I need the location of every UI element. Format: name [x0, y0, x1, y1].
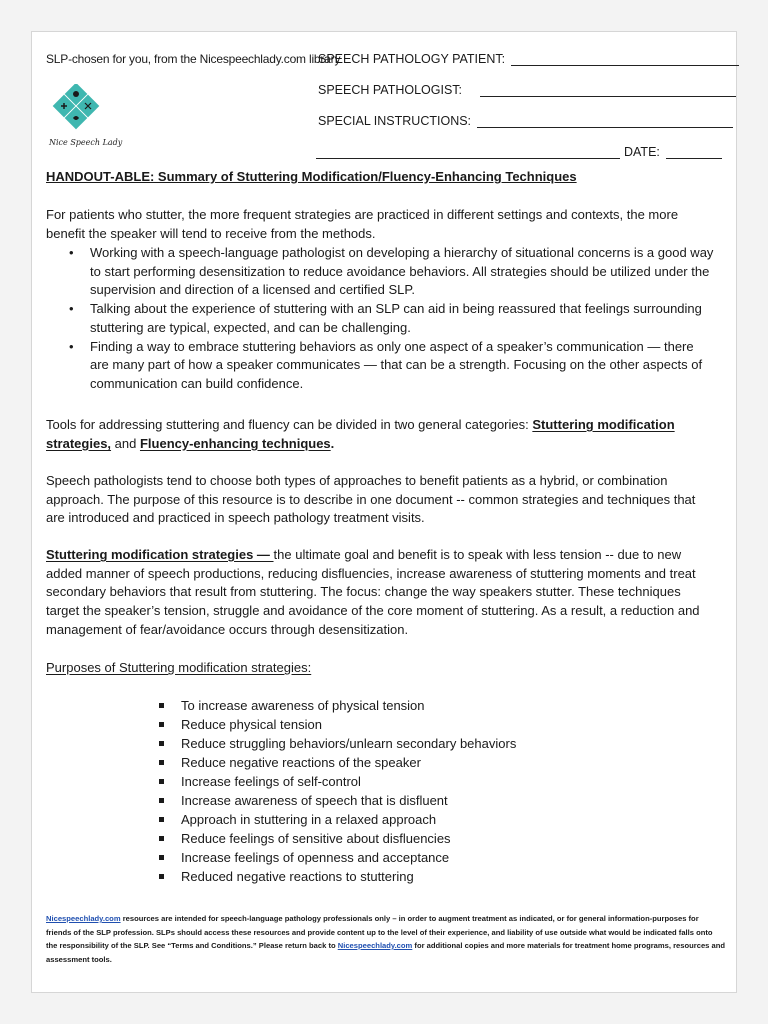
- experience-bullet-list: [46, 244, 716, 394]
- square-bullet-icon: [159, 703, 164, 708]
- square-bullet-icon: [159, 817, 164, 822]
- bullet-icon: •: [69, 301, 74, 317]
- disclaimer-footer: Nicespeechlady.com resources are intended for speech-language pathology professionals only – in order to augment treatment as indicated, or for general information-purposes for friends of the SLP profession. SLPs should access these resources and provide content up to the level of their experience, and liability of use outside what would be indicated falls onto the responsibility of the SLP. See “Terms and Conditions.” Please return back to Nicespeechlady.com for additional copies and more materials for treatment home programs, resources and assessment tools.: [46, 914, 726, 964]
- date-label: DATE:: [624, 145, 660, 159]
- patient-line[interactable]: [511, 53, 739, 66]
- instructions-field: [318, 114, 733, 128]
- square-bullet-icon: [159, 874, 164, 879]
- list-item: • Finding a way to embrace stuttering behaviors as only one aspect of a speaker’s communication — there are many part of how a speaker communicates — that can be a strength. Focusing on the other aspects of communication can build confidence.: [69, 338, 703, 391]
- pathologist-label: SPEECH PATHOLOGIST:: [318, 83, 463, 97]
- category-fluency-enhancing: Fluency-enhancing techniques: [139, 435, 331, 451]
- square-bullet-icon: [159, 855, 164, 860]
- logo-caption: Nice Speech Lady: [49, 138, 123, 147]
- square-bullet-icon: [159, 779, 164, 784]
- date-line[interactable]: [666, 146, 722, 159]
- list-item: Increase feelings of openness and acceptance: [159, 848, 679, 867]
- list-item: To increase awareness of physical tension: [159, 696, 679, 715]
- list-item: • Talking about the experience of stuttering with an SLP can aid in being reassured that feelings surrounding stuttering are typical, expected, and can be challenging.: [69, 301, 702, 335]
- list-item: Reduce struggling behaviors/unlearn secondary behaviors: [159, 734, 679, 753]
- list-item: Reduced negative reactions to stuttering: [159, 867, 679, 886]
- nicespeechlady-return-link[interactable]: Nicespeechlady.com: [337, 941, 413, 950]
- patient-field: [318, 52, 739, 66]
- square-bullet-icon: [159, 760, 164, 765]
- stuttering-modification-paragraph: Stuttering modification strategies — the ultimate goal and benefit is to speak with less tension -- due to new added manner of speech productions, reducing disfluencies, increase awareness of stuttering moments and treat secondary behaviors that result from stuttering. The focus: change the way speakers stutter. These techniques target the speaker’s tension, struggle and avoidance of the core moment of stuttering. As a result, a reduction and management of fear/avoidance occurs through desensitization.: [46, 547, 700, 637]
- stuttering-modification-heading: Stuttering modification strategies —: [46, 547, 274, 562]
- pathologist-line[interactable]: [480, 84, 736, 97]
- handout-page: [31, 31, 737, 993]
- square-bullet-icon: [159, 836, 164, 841]
- bullet-icon: •: [69, 245, 74, 260]
- square-bullet-icon: [159, 741, 164, 746]
- instructions-label: SPECIAL INSTRUCTIONS:: [318, 114, 472, 128]
- list-item: Increase awareness of speech that is disfluent: [159, 791, 679, 810]
- purposes-list: [159, 696, 679, 886]
- list-item: Reduce negative reactions of the speaker: [159, 753, 679, 772]
- intro-paragraph: For patients who stutter, the more frequent strategies are practiced in different settings and contexts, the more benefit the speaker will tend to receive from the methods.: [46, 207, 679, 241]
- category-stuttering-modification: Stuttering modification strategies,: [46, 417, 675, 451]
- list-item: Approach in stuttering in a relaxed approach: [159, 810, 679, 829]
- square-bullet-icon: [159, 722, 164, 727]
- list-item: Reduce feelings of sensitive about disfluencies: [159, 829, 679, 848]
- library-source-note: SLP-chosen for you, from the Nicespeechlady.com library: [46, 52, 341, 66]
- handout-title: HANDOUT-ABLE: Summary of Stuttering Modification/Fluency-Enhancing Techniques: [46, 169, 577, 184]
- square-bullet-icon: [159, 798, 164, 803]
- signature-line[interactable]: [316, 146, 620, 159]
- list-item: Increase feelings of self-control: [159, 772, 679, 791]
- purposes-heading: Purposes of Stuttering modification strategies:: [46, 660, 312, 675]
- list-item: • Working with a speech-language pathologist on developing a hierarchy of situational concerns is a good way to start performing desensitization to reduce avoidance behaviors. All strategies should be utilized under the supervision and direction of a licensed and certified SLP.: [69, 245, 714, 298]
- tools-paragraph: Tools for addressing stuttering and fluency can be divided in two general categories: Stuttering modification strategies, and Fluency-enhancing techniques.: [46, 417, 675, 451]
- patient-label: SPEECH PATHOLOGY PATIENT:: [318, 52, 506, 66]
- nicespeechlady-link[interactable]: Nicespeechlady.com: [46, 914, 121, 923]
- instructions-line[interactable]: [477, 115, 733, 128]
- hybrid-paragraph: Speech pathologists tend to choose both types of approaches to benefit patients as a hybrid, or combination approach. The purpose of this resource is to describe in one document -- common strategies and techniques that are introduced and practiced in speech pathology treatment visits.: [46, 473, 696, 526]
- list-item: Reduce physical tension: [159, 715, 679, 734]
- pathologist-field: [318, 83, 736, 97]
- date-field: [316, 145, 722, 159]
- bullet-icon: •: [69, 338, 74, 354]
